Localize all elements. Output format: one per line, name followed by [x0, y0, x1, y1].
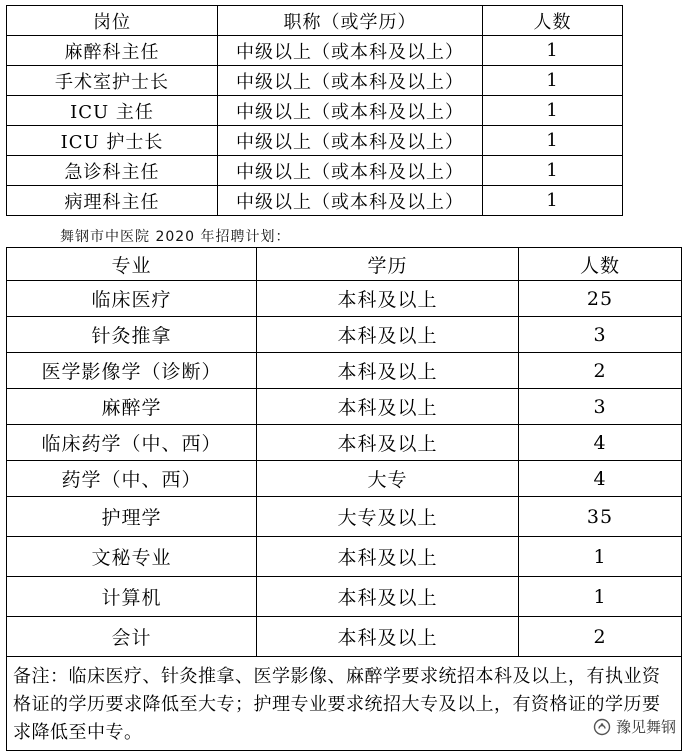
major-cell: 临床药学（中、西） — [7, 425, 257, 461]
table-row — [7, 353, 682, 389]
table-row — [7, 66, 623, 96]
table-header-row — [7, 6, 623, 36]
table-row — [7, 96, 623, 126]
column-header: 职称（或学历） — [218, 6, 483, 36]
table-row — [7, 497, 682, 537]
table-row — [7, 186, 623, 216]
count-cell: 4 — [519, 461, 682, 497]
table-row — [7, 281, 682, 317]
qualification-cell: 中级以上（或本科及以上） — [218, 66, 483, 96]
count-cell: 1 — [483, 66, 623, 96]
qualification-cell: 中级以上（或本科及以上） — [218, 36, 483, 66]
position-cell: 急诊科主任 — [7, 156, 218, 186]
education-cell: 大专 — [257, 461, 519, 497]
table-row — [7, 425, 682, 461]
major-cell: 计算机 — [7, 577, 257, 617]
education-cell: 本科及以上 — [257, 353, 519, 389]
count-cell: 2 — [519, 353, 682, 389]
major-cell: 医学影像学（诊断） — [7, 353, 257, 389]
count-cell: 3 — [519, 317, 682, 353]
count-cell: 1 — [483, 96, 623, 126]
table-row — [7, 461, 682, 497]
account-watermark — [590, 715, 679, 738]
note-row — [7, 657, 682, 751]
table-row — [7, 156, 623, 186]
count-cell: 1 — [519, 537, 682, 577]
remarks-note: 备注：临床医疗、针灸推拿、医学影像、麻醉学要求统招本科及以上，有执业资格证的学历要求降低至大专；护理专业要求统招大专及以上，有资格证的学历要求降低至中专。 — [7, 657, 682, 751]
leadership-positions-table — [6, 5, 623, 216]
table-row — [7, 126, 623, 156]
count-cell: 4 — [519, 425, 682, 461]
column-header: 人数 — [483, 6, 623, 36]
qualification-cell: 中级以上（或本科及以上） — [218, 156, 483, 186]
recruitment-plan-table — [6, 247, 682, 751]
count-cell: 1 — [483, 36, 623, 66]
table-header-row — [7, 248, 682, 281]
qualification-cell: 中级以上（或本科及以上） — [218, 96, 483, 126]
table-row — [7, 617, 682, 657]
count-cell: 1 — [483, 156, 623, 186]
major-cell: 护理学 — [7, 497, 257, 537]
count-cell: 25 — [519, 281, 682, 317]
major-cell: 会计 — [7, 617, 257, 657]
qualification-cell: 中级以上（或本科及以上） — [218, 126, 483, 156]
column-header: 学历 — [257, 248, 519, 281]
count-cell: 2 — [519, 617, 682, 657]
count-cell: 1 — [519, 577, 682, 617]
recruitment-plan-caption: 舞钢市中医院 2020 年招聘计划： — [60, 229, 291, 245]
wechat-channel-icon — [593, 718, 611, 736]
count-cell: 35 — [519, 497, 682, 537]
table-row — [7, 389, 682, 425]
education-cell: 本科及以上 — [257, 617, 519, 657]
education-cell: 本科及以上 — [257, 281, 519, 317]
education-cell: 本科及以上 — [257, 317, 519, 353]
major-cell: 药学（中、西） — [7, 461, 257, 497]
column-header: 岗位 — [7, 6, 218, 36]
major-cell: 临床医疗 — [7, 281, 257, 317]
position-cell: 麻醉科主任 — [7, 36, 218, 66]
count-cell: 1 — [483, 186, 623, 216]
table-row — [7, 317, 682, 353]
count-cell: 1 — [483, 126, 623, 156]
qualification-cell: 中级以上（或本科及以上） — [218, 186, 483, 216]
major-cell: 麻醉学 — [7, 389, 257, 425]
position-cell: ICU 护士长 — [7, 126, 218, 156]
education-cell: 本科及以上 — [257, 425, 519, 461]
education-cell: 本科及以上 — [257, 389, 519, 425]
position-cell: ICU 主任 — [7, 96, 218, 126]
education-cell: 本科及以上 — [257, 537, 519, 577]
education-cell: 大专及以上 — [257, 497, 519, 537]
major-cell: 针灸推拿 — [7, 317, 257, 353]
education-cell: 本科及以上 — [257, 577, 519, 617]
table-row — [7, 577, 682, 617]
table-row — [7, 537, 682, 577]
position-cell: 病理科主任 — [7, 186, 218, 216]
column-header: 专业 — [7, 248, 257, 281]
position-cell: 手术室护士长 — [7, 66, 218, 96]
account-name: 豫见舞钢 — [615, 718, 676, 736]
column-header: 人数 — [519, 248, 682, 281]
major-cell: 文秘专业 — [7, 537, 257, 577]
table-row — [7, 36, 623, 66]
count-cell: 3 — [519, 389, 682, 425]
